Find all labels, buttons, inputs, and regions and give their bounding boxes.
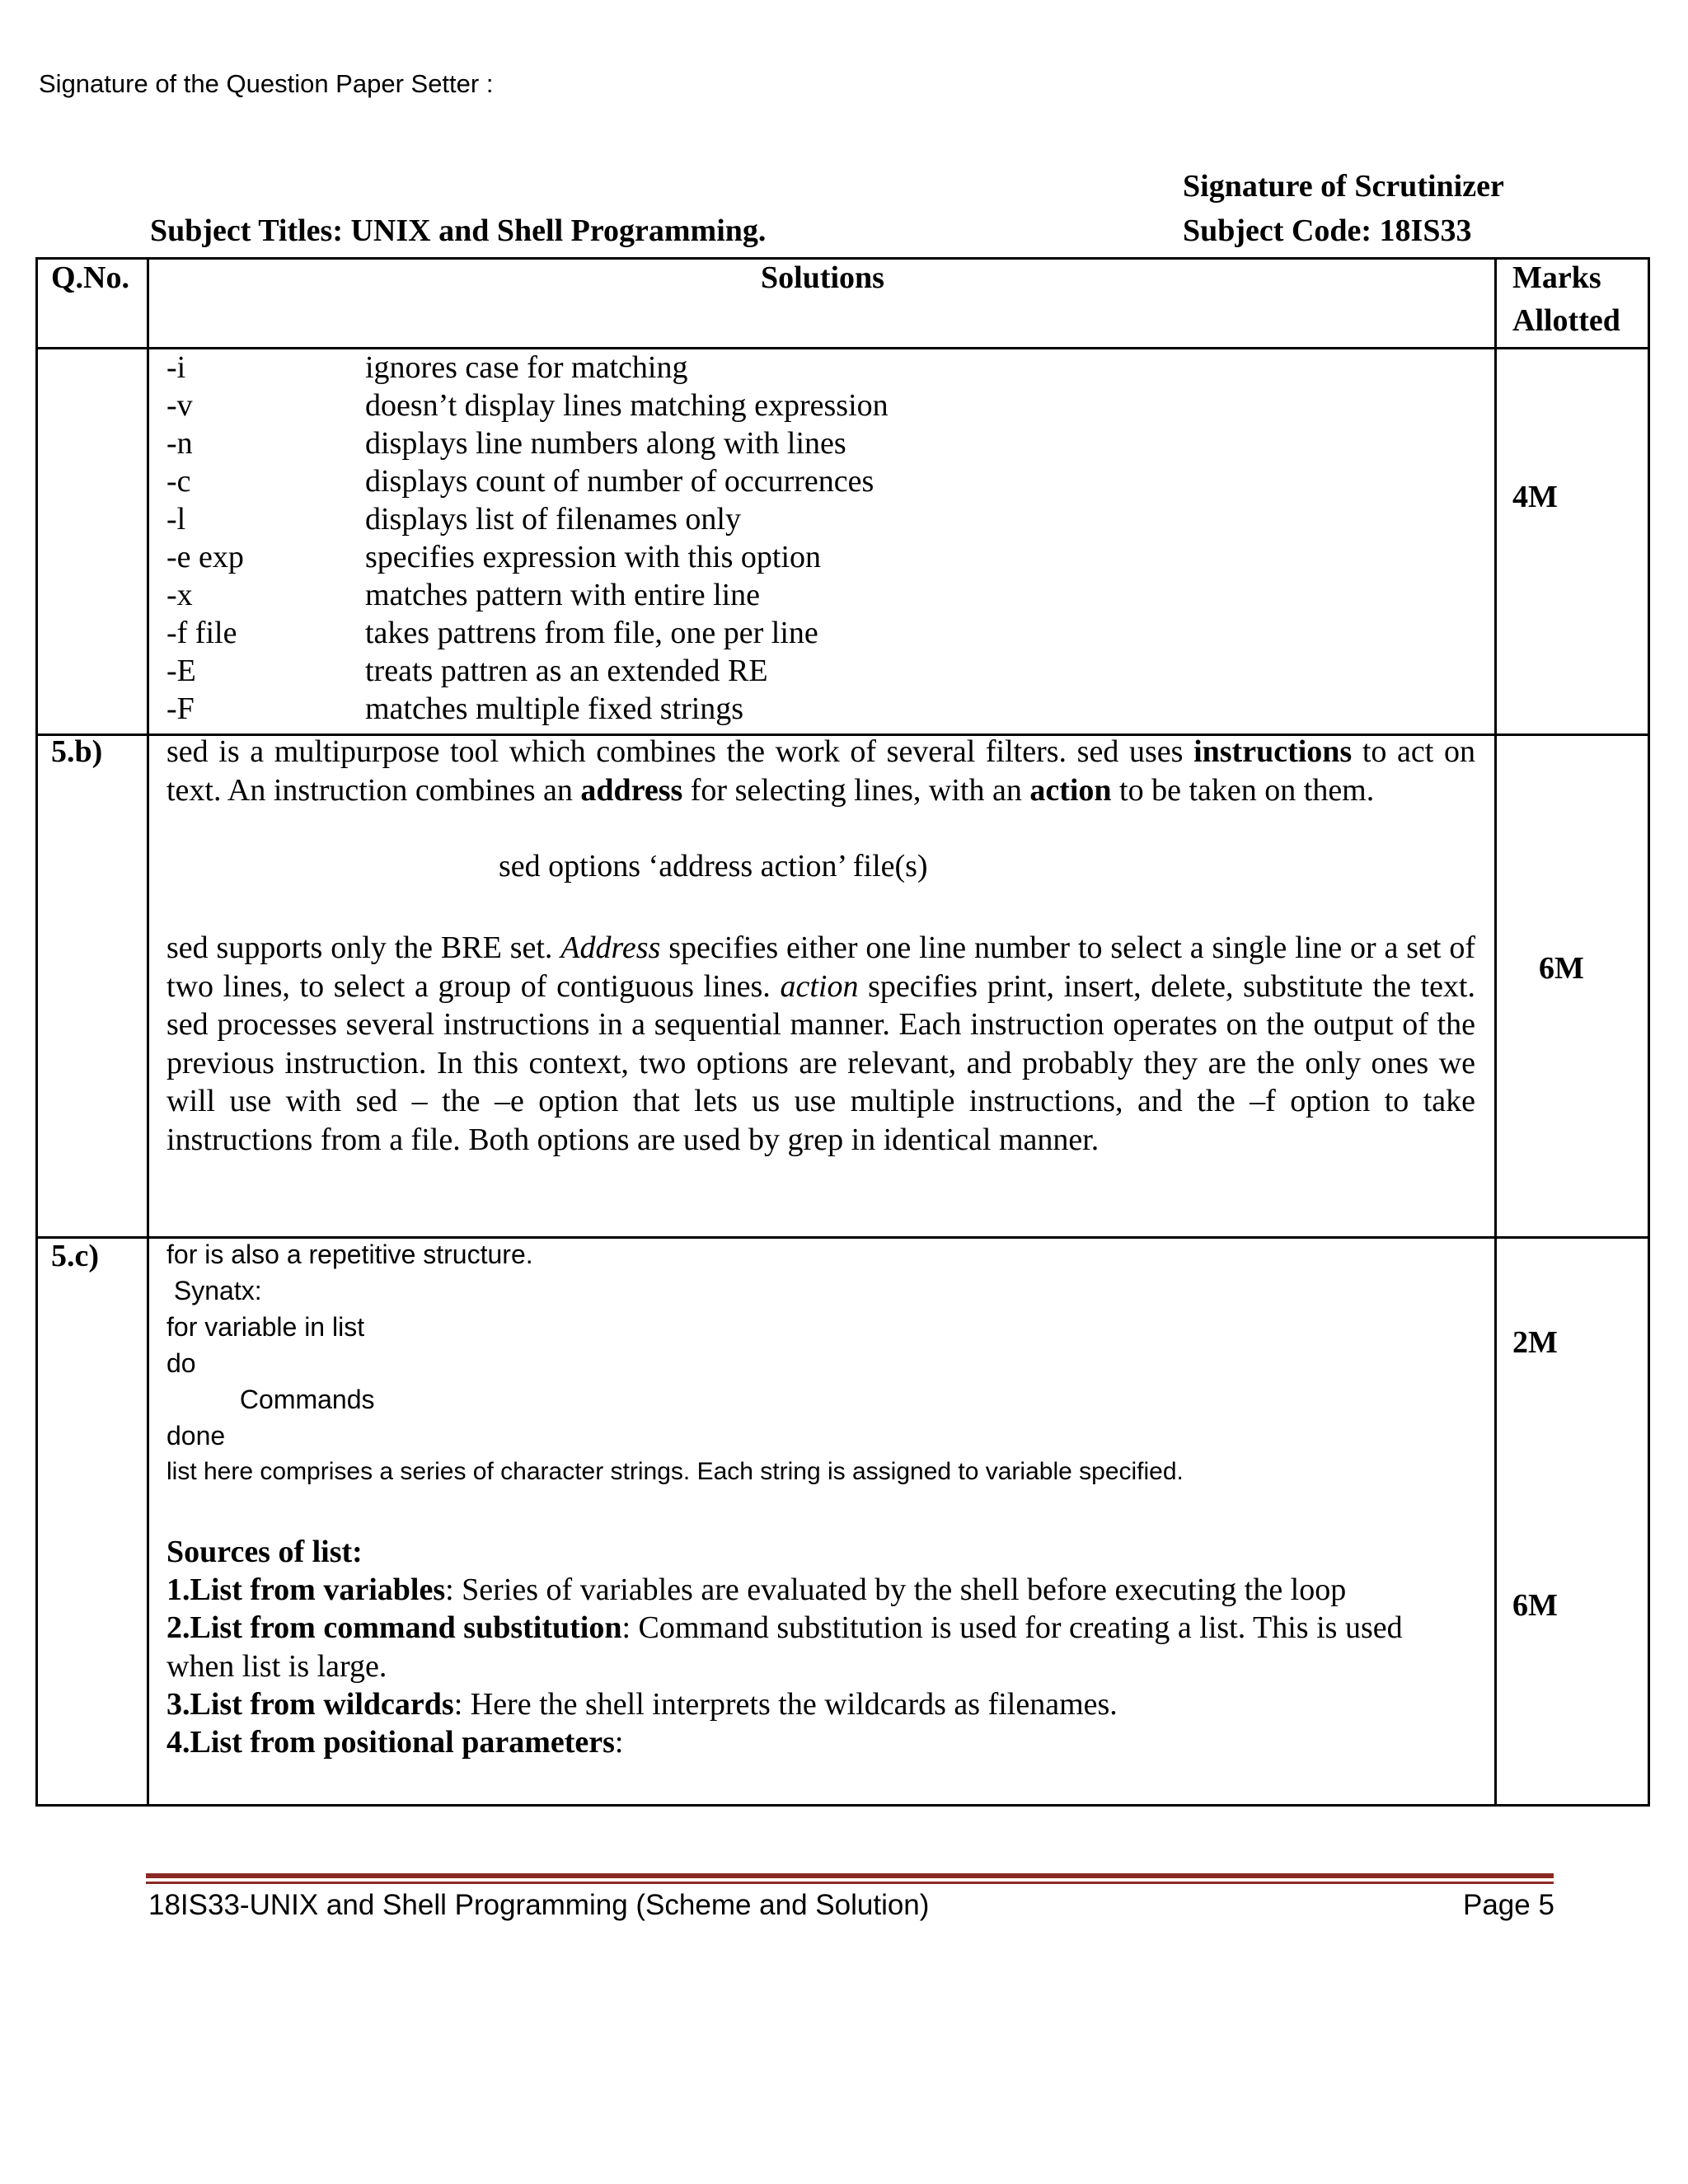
footer-rule (146, 1873, 1554, 1878)
source-item-variables: 1.List from variables: Series of variables are evaluated by the shell before executing the loop (166, 1572, 1347, 1607)
marks-column-divider (1494, 257, 1497, 1807)
grep-option-desc: matches pattern with entire line (365, 578, 761, 612)
row-c-marks-syntax: 2M (1512, 1325, 1558, 1360)
subject-code: Subject Code: 18IS33 (1183, 213, 1472, 248)
grep-option: -v (166, 388, 193, 423)
solutions-header: Solutions (761, 260, 884, 295)
marks-header-line1: Marks (1512, 260, 1601, 295)
code-line: done (166, 1421, 226, 1451)
grep-option: -c (166, 464, 191, 499)
grep-option: -e exp (166, 540, 244, 574)
row-b-marks: 6M (1539, 951, 1584, 986)
sed-syntax: sed options ‘address action’ file(s) (499, 849, 928, 883)
scrutinizer-signature-label: Signature of Scrutinizer (1183, 169, 1504, 204)
marks-header-line2: Allotted (1512, 303, 1620, 338)
code-line: Synatx: (166, 1276, 262, 1305)
code-line: for is also a repetitive structure. (166, 1240, 533, 1269)
grep-option: -x (166, 578, 193, 612)
sed-details-paragraph: sed supports only the BRE set. Address specifies either one line number to select a single line or a set of two lines, to select a group of contiguous lines. action specifies print, insert, delete, substitute the text. sed processes several instructions in a sequential manner. Each instruction operates on the output of the previous instruction. In this context, two options are relevant, and probably they are the only ones we will use with sed – the –e option that lets us use multiple instructions, and the –f option to take instructions from a file. Both options are used by grep in identical manner. (166, 930, 1475, 1157)
sources-of-list-title: Sources of list: (166, 1535, 363, 1569)
table-border-right (1648, 257, 1650, 1807)
grep-option: -l (166, 502, 186, 537)
qno-column-divider (147, 257, 149, 1807)
row-a-marks: 4M (1512, 480, 1558, 514)
grep-option-desc: ignores case for matching (365, 350, 688, 385)
code-line: Commands (166, 1385, 375, 1414)
source-item-wildcards: 3.List from wildcards: Here the shell interprets the wildcards as filenames. (166, 1687, 1118, 1722)
table-border-bottom (35, 1804, 1650, 1807)
page-number: Page 5 (1463, 1889, 1554, 1921)
grep-option: -n (166, 426, 193, 461)
grep-option: -E (166, 654, 196, 688)
footer-rule-thin (146, 1882, 1554, 1884)
code-line: do (166, 1348, 196, 1378)
grep-option-desc: treats pattren as an extended RE (365, 654, 768, 688)
grep-option: -F (166, 691, 195, 726)
grep-option-desc: displays line numbers along with lines (365, 426, 846, 461)
table-header-divider (35, 347, 1650, 349)
grep-option-desc: displays count of number of occurrences (365, 464, 874, 499)
grep-option-desc: matches multiple fixed strings (365, 691, 744, 726)
grep-option: -f file (166, 616, 237, 650)
row-c-marks-sources: 6M (1512, 1588, 1558, 1623)
question-number-5b: 5.b) (51, 734, 103, 769)
footer-course-title: 18IS33-UNIX and Shell Programming (Scheme and Solution) (148, 1889, 930, 1921)
code-line: for variable in list (166, 1312, 365, 1342)
qno-header: Q.No. (51, 260, 129, 295)
grep-option-desc: doesn’t display lines matching expression (365, 388, 889, 423)
grep-option-desc: specifies expression with this option (365, 540, 822, 574)
setter-signature-label: Signature of the Question Paper Setter : (39, 69, 494, 98)
grep-option-desc: displays list of filenames only (365, 502, 741, 537)
sed-intro-paragraph: sed is a multipurpose tool which combines the work of several filters. sed uses instructions to act on text. An instruction combines an address for selecting lines, with an action to be taken on them. (166, 734, 1475, 808)
question-number-5c: 5.c) (51, 1239, 100, 1273)
grep-option-desc: takes pattrens from file, one per line (365, 616, 818, 650)
source-item-positional-parameters: 4.List from positional parameters: (166, 1725, 624, 1760)
code-line: list here comprises a series of character strings. Each string is assigned to variable specified. (166, 1458, 1184, 1485)
grep-option: -i (166, 350, 186, 385)
source-item-command-substitution: 2.List from command substitution: Command substitution is used for creating a list. This is used when list is large. (166, 1610, 1403, 1684)
subject-title: Subject Titles: UNIX and Shell Programming. (150, 213, 767, 248)
table-border-left (35, 257, 38, 1807)
